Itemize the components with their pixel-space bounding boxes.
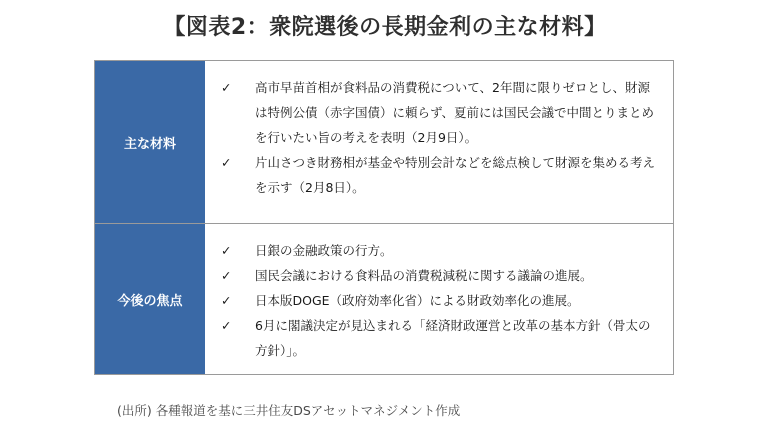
list-item-text: 片山さつき財務相が基金や特別会計などを総点検して財源を集める考えを示す（2月8日）。 <box>255 155 656 195</box>
row-label-future-focus: 今後の焦点 <box>95 224 205 374</box>
list-item-text: 日銀の金融政策の行方。 <box>255 243 393 258</box>
row-content-future-focus <box>205 224 673 374</box>
list-item-text: 高市早苗首相が食料品の消費税について、2年間に限りゼロとし、財源は特例公債（赤字国債）に頼らず、夏前には国民会議で中間とりまとめを行いたい旨の考えを表明（2月9日）。 <box>255 80 655 145</box>
table-row-future-focus <box>95 223 673 374</box>
figure-title: 【図表2：衆院選後の長期金利の主な材料】 <box>163 15 607 40</box>
row-label-main-materials: 主な材料 <box>95 61 205 223</box>
materials-table <box>94 60 674 375</box>
check-icon: ✓ <box>221 243 232 258</box>
source-note: (出所) 各種報道を基に三井住友DSアセットマネジメント作成 <box>117 403 461 418</box>
check-icon: ✓ <box>221 318 232 333</box>
list-item <box>221 150 659 200</box>
list-item-text: 6月に閣議決定が見込まれる「経済財政運営と改革の基本方針（骨太の方針）」。 <box>255 318 651 358</box>
list-item-text: 日本版DOGE（政府効率化省）による財政効率化の進展。 <box>255 293 580 308</box>
list-item <box>221 238 659 263</box>
list-item <box>221 263 659 288</box>
list-item <box>221 75 659 150</box>
check-icon: ✓ <box>221 268 232 283</box>
check-icon: ✓ <box>221 293 232 308</box>
list-item <box>221 288 659 313</box>
row-content-main-materials <box>205 61 673 223</box>
check-icon: ✓ <box>221 80 232 95</box>
table-row-main-materials <box>95 61 673 223</box>
list-item <box>221 313 659 363</box>
list-item-text: 国民会議における食料品の消費税減税に関する議論の進展。 <box>255 268 593 283</box>
check-icon: ✓ <box>221 155 232 170</box>
